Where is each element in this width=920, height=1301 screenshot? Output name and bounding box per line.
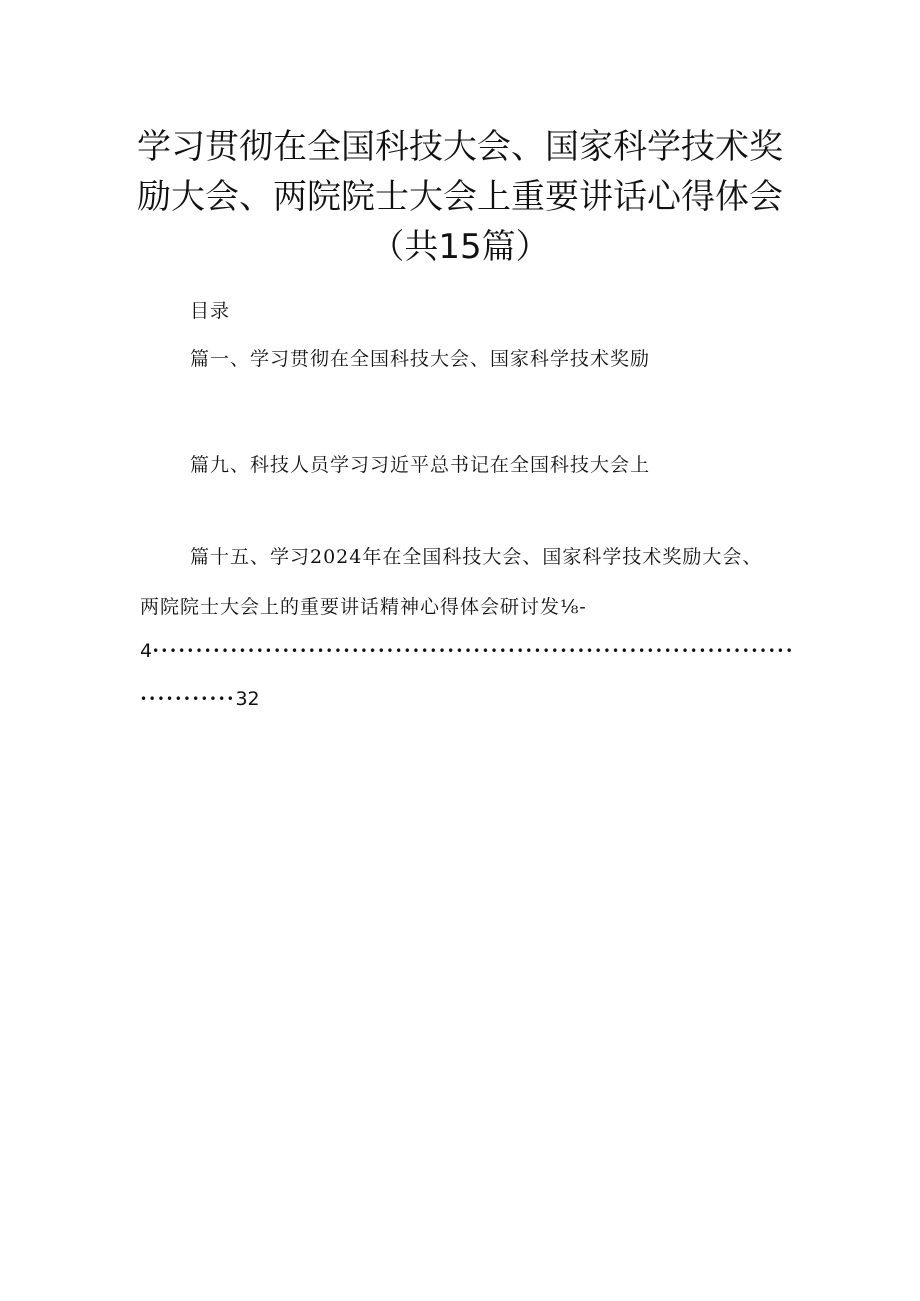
toc-entry-3-leader-line [140, 640, 794, 662]
toc-entry-2[interactable]: 篇九、科技人员学习习近平总书记在全国科技大会上 [190, 454, 651, 476]
document-title [100, 122, 820, 272]
title-line-2: 励大会、两院院士大会上重要讲话心得体会 [137, 177, 783, 217]
title-line-1: 学习贯彻在全国科技大会、国家科学技术奖 [137, 127, 783, 167]
toc-page-number: 32 [235, 688, 260, 710]
dot-leader: •••••••••••••••••••••••••••••••••••••••••••••••••••••••••••••••••••••••••• [152, 644, 795, 658]
title-line-3: （共15篇） [370, 227, 550, 267]
toc-entry-3-page-line [140, 688, 260, 710]
toc-entry-1[interactable]: 篇一、学习贯彻在全国科技大会、国家科学技术奖励 [190, 348, 651, 370]
toc-entry-3-line-2[interactable]: 两院院士大会上的重要讲话精神心得体会研讨发⅛- [140, 596, 587, 618]
toc-entry-3-line-1[interactable]: 篇十五、学习2024年在全国科技大会、国家科学技术奖励大会、 [190, 546, 763, 568]
dot-leader: ••••••••••• [140, 692, 236, 706]
toc-heading: 目录 [190, 300, 231, 322]
toc-page-number: 4 [140, 640, 153, 662]
